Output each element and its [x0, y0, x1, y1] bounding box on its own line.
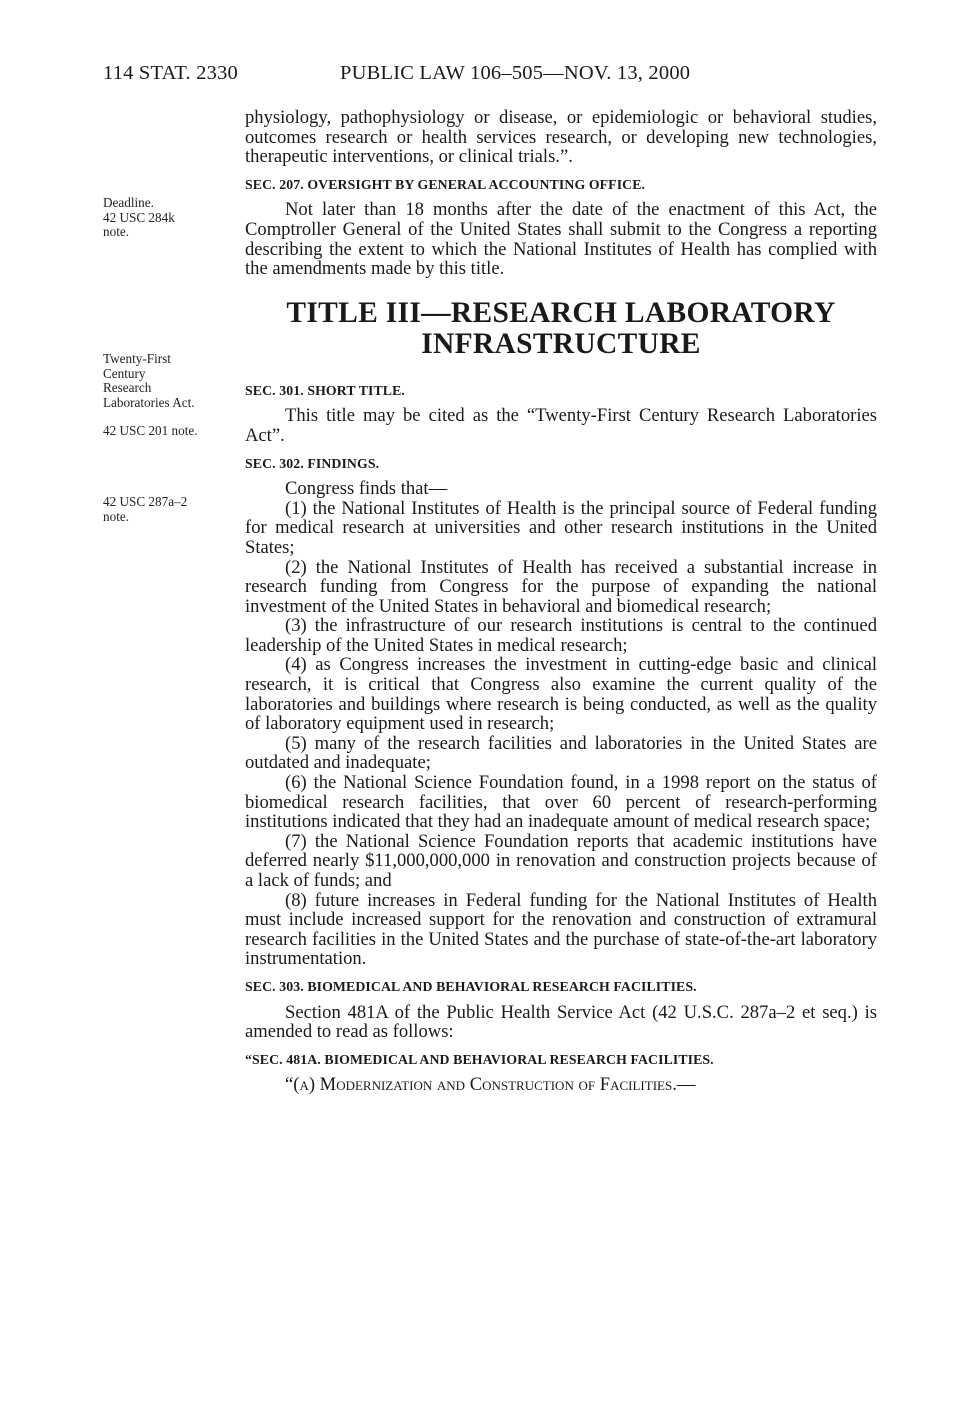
margin-line: note.	[103, 224, 130, 239]
finding-item: (3) the infrastructure of our research institutions is central to the continued leadership of the United States in medical research;	[245, 615, 877, 656]
law-citation: PUBLIC LAW 106–505—NOV. 13, 2000	[340, 62, 691, 84]
sec-303-heading: SEC. 303. BIOMEDICAL AND BEHAVIORAL RESEARCH FACILITIES.	[245, 978, 697, 994]
finding-item: (1) the National Institutes of Health is the principal source of Federal funding for medical research at universities and other research institutions in the United States;	[245, 497, 877, 558]
title-line-2: INFRASTRUCTURE	[421, 327, 701, 360]
stat-page-number: 114 STAT. 2330	[103, 62, 238, 84]
sec-302-heading: SEC. 302. FINDINGS.	[245, 455, 380, 471]
margin-line: Deadline.	[103, 195, 154, 210]
margin-line: note.	[103, 508, 130, 524]
sec-301-heading: SEC. 301. SHORT TITLE.	[245, 382, 405, 398]
margin-line: 42 USC 284k	[103, 209, 175, 225]
continuation-paragraph: physiology, pathophysiology or disease, or epidemiologic or behavioral studies, outcomes research or health services research, or developing new technologies, therapeutic interventions, or clinical trials.”.	[245, 107, 877, 168]
sec-207-paragraph: Not later than 18 months after the date of the enactment of this Act, the Comptroller General of the United States shall submit to the Congress a reporting describing the extent to which the National Institutes of Health has complied with the amendments made by this title.	[245, 199, 877, 280]
margin-note-42-usc-287a	[103, 495, 238, 524]
finding-item: (2) the National Institutes of Health has received a substantial increase in research funding from Congress for the purpose of expanding the national investment of the United States in behavioral and biomedical research;	[245, 556, 877, 617]
margin-note-deadline	[103, 196, 238, 240]
margin-line: Laboratories Act.	[103, 394, 195, 410]
margin-line: 42 USC 287a–2	[103, 494, 188, 509]
finding-item: (8) future increases in Federal funding for the National Institutes of Health must include increased support for the renovation and construction of extramural research facilities in the United States and the purchase of state-of-the-art laboratory instrumentation.	[245, 889, 877, 970]
margin-line: Twenty-First	[103, 351, 171, 366]
title-iii-heading	[245, 298, 877, 360]
body-text	[245, 108, 877, 1095]
margin-line: Century	[103, 365, 146, 381]
sec-302-intro: Congress finds that—	[285, 478, 448, 500]
finding-item: (5) many of the research facilities and laboratories in the United States are outdated and inadequate;	[245, 732, 877, 774]
finding-item: (7) the National Science Foundation reports that academic institutions have deferred nearly $11,000,000,000 in renovation and construction projects because of a lack of funds; and	[245, 830, 877, 891]
margin-line: Research	[103, 380, 152, 395]
finding-item: (4) as Congress increases the investment in cutting-edge basic and clinical research, it is critical that Congress also examine the current quality of the laboratories and buildings where research is being conducted, as well as the quality of laboratory equipment used in research;	[245, 654, 877, 735]
sec-303-paragraph: Section 481A of the Public Health Service Act (42 U.S.C. 287a–2 et seq.) is amended to read as follows:	[245, 1001, 877, 1043]
finding-item: (6) the National Science Foundation found, in a 1998 report on the status of biomedical research facilities, that over 60 percent of research-performing institutions indicated that they had an inadequate amount of medical research space;	[245, 772, 877, 833]
margin-line: 42 USC 201 note.	[103, 423, 198, 438]
sec-207-heading: SEC. 207. OVERSIGHT BY GENERAL ACCOUNTING OFFICE.	[245, 176, 646, 192]
sec-301-paragraph: This title may be cited as the “Twenty-First Century Research Laboratories Act”.	[245, 405, 877, 446]
subsection-a-heading: “(a) Modernization and Construction of Facilities.—	[285, 1074, 696, 1096]
title-line-1: TITLE III—RESEARCH LABORATORY	[286, 296, 836, 329]
sec-481a-heading: “SEC. 481A. BIOMEDICAL AND BEHAVIORAL RESEARCH FACILITIES.	[245, 1051, 714, 1067]
margin-note-42-usc-201	[103, 424, 238, 439]
margin-note-twenty-first-century	[103, 352, 238, 410]
